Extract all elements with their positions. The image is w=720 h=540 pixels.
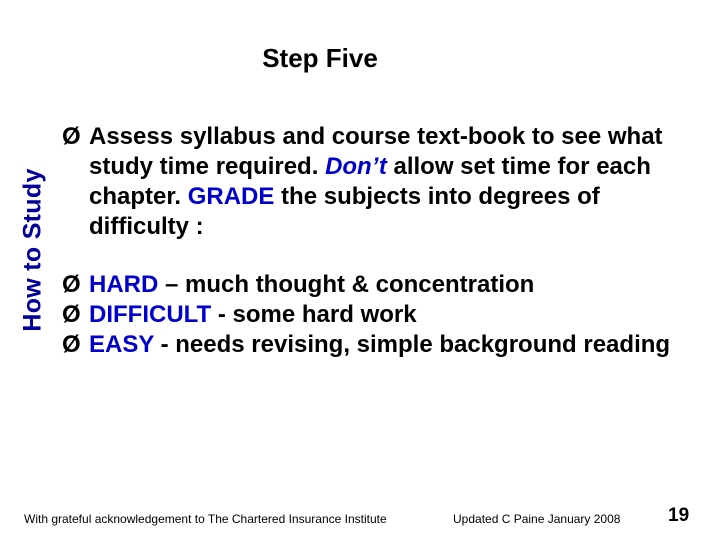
keyword-text: EASY bbox=[89, 331, 154, 358]
bullet-list bbox=[62, 122, 702, 360]
bullet-text: - needs revising, simple background reading bbox=[153, 331, 671, 358]
bullet-item-assess bbox=[62, 122, 702, 242]
keyword-text: HARD bbox=[89, 271, 159, 298]
bullet-item-easy bbox=[62, 330, 702, 360]
bullet-text: Assess syllabus and course text-book to see what study time required. bbox=[89, 123, 663, 180]
arrow-bullet-icon: Ø bbox=[62, 123, 81, 150]
bullet-text: the subjects into degrees of difficulty : bbox=[89, 183, 600, 240]
keyword-text: DIFFICULT bbox=[89, 301, 212, 328]
bullet-text: - some hard work bbox=[211, 301, 417, 328]
page-number: 19 bbox=[668, 505, 690, 526]
slide-title: Step Five bbox=[262, 43, 378, 73]
footer-acknowledgement: With grateful acknowledgement to The Chartered Insurance Institute bbox=[24, 512, 387, 526]
spacer bbox=[62, 242, 702, 270]
keyword-text: GRADE bbox=[187, 183, 275, 210]
bullet-item-hard bbox=[62, 270, 702, 300]
bullet-text: – much thought & concentration bbox=[158, 271, 535, 298]
arrow-bullet-icon: Ø bbox=[62, 301, 81, 328]
arrow-bullet-icon: Ø bbox=[62, 331, 81, 358]
footer-updated: Updated C Paine January 2008 bbox=[453, 512, 621, 526]
emphasis-text: Don’t bbox=[325, 153, 387, 180]
bullet-text: allow set time for each chapter. bbox=[89, 153, 651, 210]
arrow-bullet-icon: Ø bbox=[62, 271, 81, 298]
bullet-item-difficult bbox=[62, 300, 702, 330]
side-label: How to Study bbox=[18, 168, 47, 332]
